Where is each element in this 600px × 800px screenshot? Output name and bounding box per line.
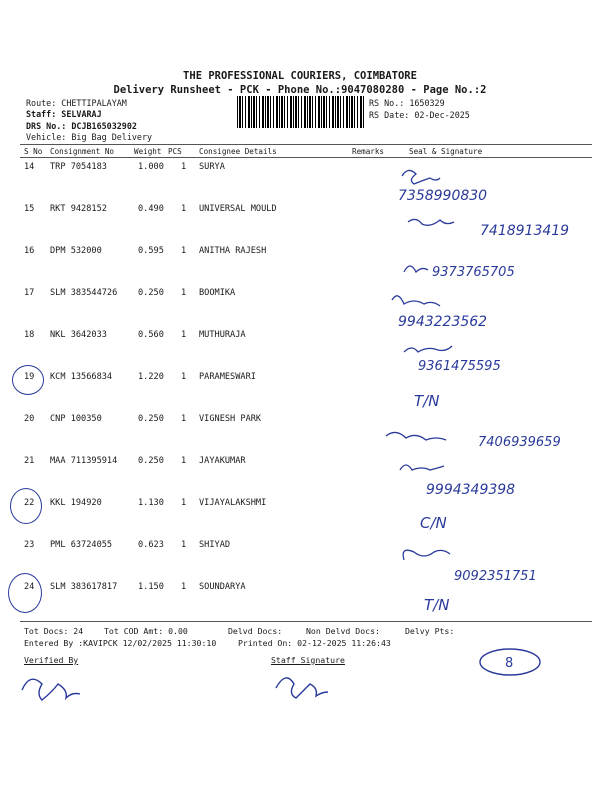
phone-row15: 7418913419	[480, 223, 570, 239]
row-pcs: 1	[181, 372, 187, 382]
note-row24: T/N	[424, 596, 450, 614]
signature-scribble-21	[400, 465, 444, 470]
signature-scribble-15	[408, 219, 454, 225]
vehicle-label: Vehicle: Big Bag Delivery	[26, 132, 153, 142]
row-sno: 21	[24, 456, 35, 466]
row-sno: 22	[24, 498, 35, 508]
staff-signature-scribble	[276, 678, 328, 698]
row-consignee: ANITHA RAJESH	[199, 246, 267, 256]
row-consignee: SOUNDARYA	[199, 582, 246, 592]
row-weight: 1.220	[138, 372, 164, 382]
row-consignment: TRP 7054183	[50, 162, 107, 172]
row-consignment: SLM 383617817	[50, 582, 118, 592]
row-weight: 0.490	[138, 204, 164, 214]
row-sno: 23	[24, 540, 35, 550]
row-consignee: UNIVERSAL MOULD	[199, 204, 277, 214]
row-consignment: RKT 9428152	[50, 204, 107, 214]
page-count-circle	[480, 649, 540, 675]
col-consignee: Consignee Details	[199, 147, 277, 156]
row-sno: 24	[24, 582, 35, 592]
row-pcs: 1	[181, 498, 187, 508]
note-row19: T/N	[414, 392, 440, 410]
row-weight: 1.150	[138, 582, 164, 592]
rs-date: RS Date: 02-Dec-2025	[369, 110, 470, 120]
row-pcs: 1	[181, 456, 187, 466]
total-docs: Tot Docs: 24	[24, 626, 84, 636]
row-pcs: 1	[181, 582, 187, 592]
staff-label: Staff: SELVARAJ	[26, 109, 102, 119]
row-consignment: KCM 13566834	[50, 372, 113, 382]
phone-row20: 7406939659	[478, 435, 561, 450]
row-consignment: MAA 711395914	[50, 456, 118, 466]
row-sno: 16	[24, 246, 35, 256]
col-weight: Weight	[134, 147, 162, 156]
note-row22: C/N	[420, 514, 447, 532]
row-weight: 0.560	[138, 330, 164, 340]
phone-row21: 9994349398	[426, 482, 516, 498]
row-consignment: PML 63724055	[50, 540, 113, 550]
col-seal-signature: Seal & Signature	[409, 147, 483, 156]
row-sno: 14	[24, 162, 35, 172]
signature-scribble-17	[392, 296, 440, 306]
row-consignment: NKL 3642033	[50, 330, 107, 340]
page-count-value: 8	[505, 656, 514, 671]
signature-scribble-20	[386, 432, 446, 440]
row-sno: 20	[24, 414, 35, 424]
row-pcs: 1	[181, 204, 187, 214]
phone-row18: 9361475595	[418, 359, 501, 374]
staff-signature-label: Staff Signature	[271, 655, 345, 665]
route-label: Route: CHETTIPALAYAM	[26, 98, 127, 108]
entered-by: Entered By :KAVIPCK 12/02/2025 11:30:10	[24, 638, 217, 648]
row-weight: 1.000	[138, 162, 164, 172]
phone-row16: 9373765705	[432, 265, 515, 280]
row-pcs: 1	[181, 414, 187, 424]
drs-value: DCJB165032902	[71, 121, 137, 131]
row-weight: 1.130	[138, 498, 164, 508]
row-consignee: SHIYAD	[199, 540, 231, 550]
col-remarks: Remarks	[352, 147, 385, 156]
row-consignment: DPM 532000	[50, 246, 102, 256]
row-sno: 19	[24, 372, 35, 382]
col-consignment: Consignment No	[50, 147, 115, 156]
row-consignment: SLM 383544726	[50, 288, 118, 298]
footer-divider	[20, 621, 592, 622]
drs-label: DRS No.:	[26, 121, 67, 131]
signature-scribble-16	[404, 266, 428, 272]
row-consignee: MUTHURAJA	[199, 330, 246, 340]
row-weight: 0.595	[138, 246, 164, 256]
row-consignment: CNP 100350	[50, 414, 102, 424]
row-weight: 0.250	[138, 456, 164, 466]
row-pcs: 1	[181, 540, 187, 550]
col-pcs: PCS	[168, 147, 182, 156]
row-pcs: 1	[181, 288, 187, 298]
row-consignment: KKL 194920	[50, 498, 102, 508]
verified-by-label: Verified By	[24, 655, 79, 665]
delivery-points: Delvy Pts:	[405, 626, 455, 636]
verified-signature-scribble	[22, 679, 80, 700]
signature-scribble-14	[402, 170, 440, 184]
phone-row14: 7358990830	[398, 188, 488, 204]
row-consignee: SURYA	[199, 162, 225, 172]
row-weight: 0.623	[138, 540, 164, 550]
signature-scribble-23	[403, 550, 450, 560]
signature-scribble-18	[404, 346, 452, 352]
non-delivered-docs: Non Delvd Docs:	[306, 626, 380, 636]
total-cod-amount: Tot COD Amt: 0.00	[104, 626, 188, 636]
row-consignee: JAYAKUMAR	[199, 456, 246, 466]
row-sno: 18	[24, 330, 35, 340]
row-consignee: VIJAYALAKSHMI	[199, 498, 267, 508]
phone-row17: 9943223562	[398, 314, 488, 330]
printed-on: Printed On: 02-12-2025 11:26:43	[238, 638, 391, 648]
phone-row23: 9092351751	[454, 569, 537, 584]
company-title: THE PROFESSIONAL COURIERS, COIMBATORE	[183, 70, 417, 82]
row-weight: 0.250	[138, 414, 164, 424]
row-weight: 0.250	[138, 288, 164, 298]
row-pcs: 1	[181, 246, 187, 256]
row-sno: 17	[24, 288, 35, 298]
row-sno: 15	[24, 204, 35, 214]
row-consignee: VIGNESH PARK	[199, 414, 262, 424]
row-pcs: 1	[181, 330, 187, 340]
col-sno: S No	[24, 147, 43, 156]
rs-number: RS No.: 1650329	[369, 98, 445, 108]
runsheet-subtitle: Delivery Runsheet - PCK - Phone No.:9047080280 - Page No.:2	[113, 84, 487, 96]
row-consignee: BOOMIKA	[199, 288, 236, 298]
row-pcs: 1	[181, 162, 187, 172]
row-consignee: PARAMESWARI	[199, 372, 256, 382]
delivered-docs: Delvd Docs:	[228, 626, 283, 636]
